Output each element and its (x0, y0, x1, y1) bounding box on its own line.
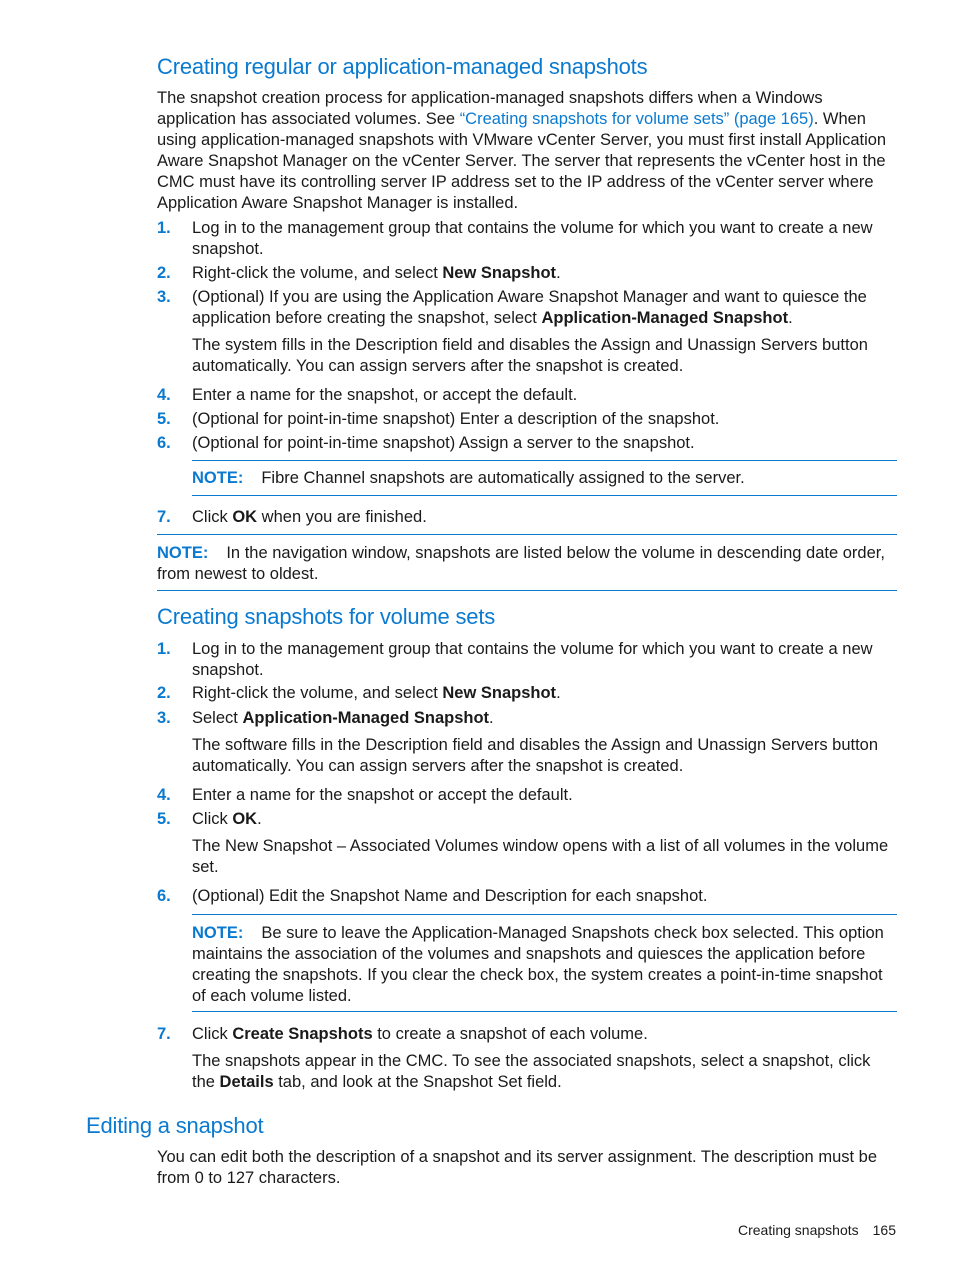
step-text: (Optional) Edit the Snapshot Name and Description for each snapshot. (192, 887, 708, 905)
step-number: 7. (157, 1025, 171, 1043)
list-item (157, 639, 897, 681)
note-text: Be sure to leave the Application-Managed Snapshots check box selected. This option maintains the association of the volumes and snapshots and quiesces the application before creating the snapshots. If you clear the check box, the system creates a point-in-time snapshot of each volume listed. (192, 924, 884, 1005)
note-checkbox (192, 914, 897, 1012)
step-text: Click OK when you are finished. (192, 508, 427, 526)
step-number: 2. (157, 264, 171, 282)
list-item (157, 433, 897, 454)
step-text: Right-click the volume, and select New Snapshot. (192, 684, 561, 702)
step-number: 1. (157, 219, 171, 237)
footer-title: Creating snapshots (738, 1222, 859, 1238)
step-detail: The software fills in the Description field and disables the Assign and Unassign Servers button automatically. You can assign servers after the snapshot is created. (192, 736, 879, 775)
list-item (157, 809, 897, 830)
step-text: Right-click the volume, and select New Snapshot. (192, 264, 561, 282)
note-label: NOTE: (192, 924, 244, 942)
list-item (157, 409, 897, 430)
list-item (157, 785, 897, 806)
step-detail: The New Snapshot – Associated Volumes window opens with a list of all volumes in the volume set. (192, 837, 889, 876)
intro-text-a: The snapshot creation process for application-managed snapshots differs when a Windows application has associated volumes. See (157, 89, 823, 128)
note-label: NOTE: (157, 544, 209, 562)
step-number: 6. (157, 887, 171, 905)
list-item (157, 287, 897, 329)
list-item (157, 385, 897, 406)
volume-sets-link[interactable]: “Creating snapshots for volume sets” (page 165) (459, 110, 814, 128)
step-detail: The system fills in the Description field and disables the Assign and Unassign Servers button automatically. You can assign servers after the snapshot is created. (192, 336, 868, 375)
list-item (157, 683, 897, 704)
step-number: 1. (157, 640, 171, 658)
step-detail: The snapshots appear in the CMC. To see the associated snapshots, select a snapshot, click the Details tab, and look at the Snapshot Set field. (192, 1052, 871, 1091)
list-item (157, 886, 897, 907)
step-text: Enter a name for the snapshot, or accept the default. (192, 386, 578, 404)
step-number: 2. (157, 684, 171, 702)
step-number: 5. (157, 410, 171, 428)
step-number: 3. (157, 709, 171, 727)
intro-text-b: . When using application-managed snapshots with VMware vCenter Server, you must first install Application Aware Snapshot Manager on the vCenter Server. The server that represents the vCenter host in the CMC must have its controlling server IP address set to the IP address of the vCenter server where Application Aware Snapshot Manager is installed. (157, 110, 887, 212)
page-footer (738, 1222, 896, 1238)
step-number: 4. (157, 386, 171, 404)
step-text: (Optional for point-in-time snapshot) Enter a description of the snapshot. (192, 410, 720, 428)
note-label: NOTE: (192, 469, 244, 487)
step-text: Click OK. (192, 810, 262, 828)
section-heading-volume-sets: Creating snapshots for volume sets (157, 604, 496, 629)
list-item (157, 507, 897, 528)
list-item (157, 218, 897, 260)
step-number: 7. (157, 508, 171, 526)
step-number: 5. (157, 810, 171, 828)
editing-paragraph: You can edit both the description of a snapshot and its server assignment. The description must be from 0 to 127 characters. (157, 1148, 878, 1187)
step-text: (Optional) If you are using the Application Aware Snapshot Manager and want to quiesce the application before creating the snapshot, select Application-Managed Snapshot. (192, 288, 867, 327)
section-heading-regular-snapshots: Creating regular or application-managed snapshots (157, 54, 648, 79)
section-heading-editing: Editing a snapshot (86, 1113, 264, 1138)
note-navigation-window (157, 534, 897, 591)
note-fibre-channel (192, 460, 897, 496)
step-text: Enter a name for the snapshot or accept the default. (192, 786, 573, 804)
step-text: Select Application-Managed Snapshot. (192, 709, 494, 727)
step-text: Log in to the management group that contains the volume for which you want to create a new snapshot. (192, 219, 873, 258)
intro-paragraph (157, 88, 897, 214)
step-number: 4. (157, 786, 171, 804)
note-text: Fibre Channel snapshots are automatically assigned to the server. (261, 469, 745, 487)
step-number: 3. (157, 288, 171, 306)
list-item (157, 1024, 897, 1045)
step-number: 6. (157, 434, 171, 452)
step-text: Click Create Snapshots to create a snapshot of each volume. (192, 1025, 648, 1043)
step-text: Log in to the management group that contains the volume for which you want to create a new snapshot. (192, 640, 873, 679)
page-number: 165 (872, 1222, 896, 1238)
note-text: In the navigation window, snapshots are listed below the volume in descending date order, from newest to oldest. (157, 544, 885, 583)
list-item (157, 708, 897, 729)
list-item (157, 263, 897, 284)
step-text: (Optional for point-in-time snapshot) Assign a server to the snapshot. (192, 434, 695, 452)
